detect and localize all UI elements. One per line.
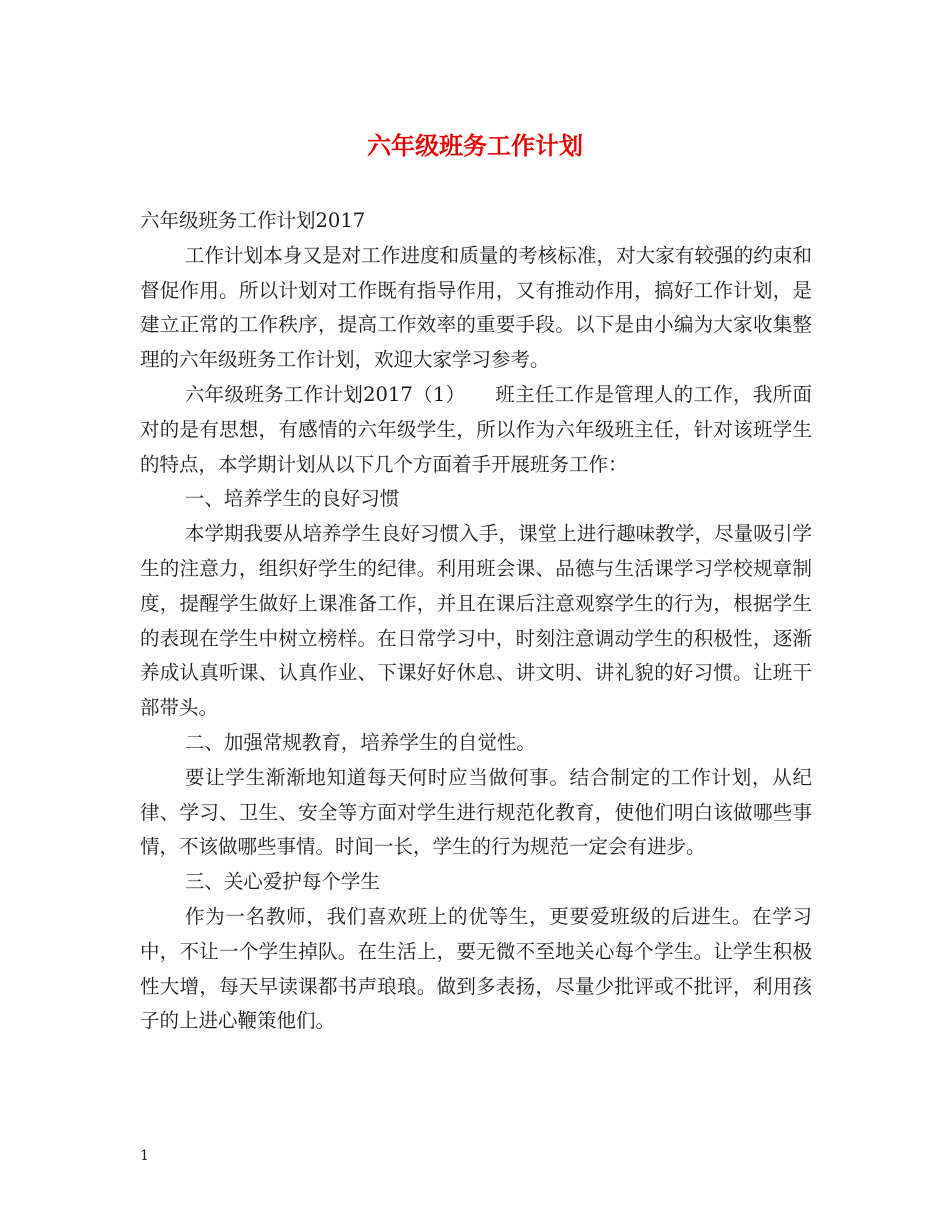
section-body-3: 作为一名教师，我们喜欢班上的优等生，更要爱班级的后进生。在学习中，不让一个学生掉队。在生活上，要无微不至地关心每个学生。让学生积极性大增，每天早读课都书声琅琅。做到多表扬，尽量少批评或不批评，利用孩子的上进心鞭策他们。 [140, 904, 812, 1033]
plan-intro-paragraph: 六年级班务工作计划2017（1） 班主任工作是管理人的工作，我所面对的是有思想，有感情的六年级学生，所以作为六年级班主任，针对该班学生的特点，本学期计划从以下几个方面着手开展班务工作： [140, 382, 812, 476]
section-body-1: 本学期我要从培养学生良好习惯入手，课堂上进行趣味教学，尽量吸引学生的注意力，组织好学生的纪律。利用班会课、品德与生活课学习学校规章制度，提醒学生做好上课准备工作，并且在课后注意观察学生的行为，根据学生的表现在学生中树立榜样。在日常学习中，时刻注意调动学生的积极性，逐渐养成认真听课、认真作业、下课好好休息、讲文明、讲礼貌的好习惯。让班干部带头。 [140, 522, 812, 720]
section-heading-2: 二、加强常规教育，培养学生的自觉性。 [184, 730, 536, 754]
subtitle-paragraph: 六年级班务工作计划2017 [140, 209, 366, 232]
section-heading-3: 三、关心爱护每个学生 [184, 870, 380, 894]
section-body-2: 要让学生渐渐地知道每天何时应当做何事。结合制定的工作计划，从纪律、学习、卫生、安全等方面对学生进行规范化教育，使他们明白该做哪些事情，不该做哪些事情。时间一长，学生的行为规范一定会有进步。 [140, 765, 812, 859]
document-title: 六年级班务工作计划 [367, 131, 583, 160]
page-number: 1 [140, 1148, 149, 1164]
document-body [140, 204, 812, 1039]
intro-paragraph: 工作计划本身又是对工作进度和质量的考核标准，对大家有较强的约束和督促作用。所以计划对工作既有指导作用，又有推动作用，搞好工作计划，是建立正常的工作秩序，提高工作效率的重要手段。以下是由小编为大家收集整理的六年级班务工作计划，欢迎大家学习参考。 [140, 243, 812, 372]
section-heading-1: 一、培养学生的良好习惯 [184, 487, 400, 511]
